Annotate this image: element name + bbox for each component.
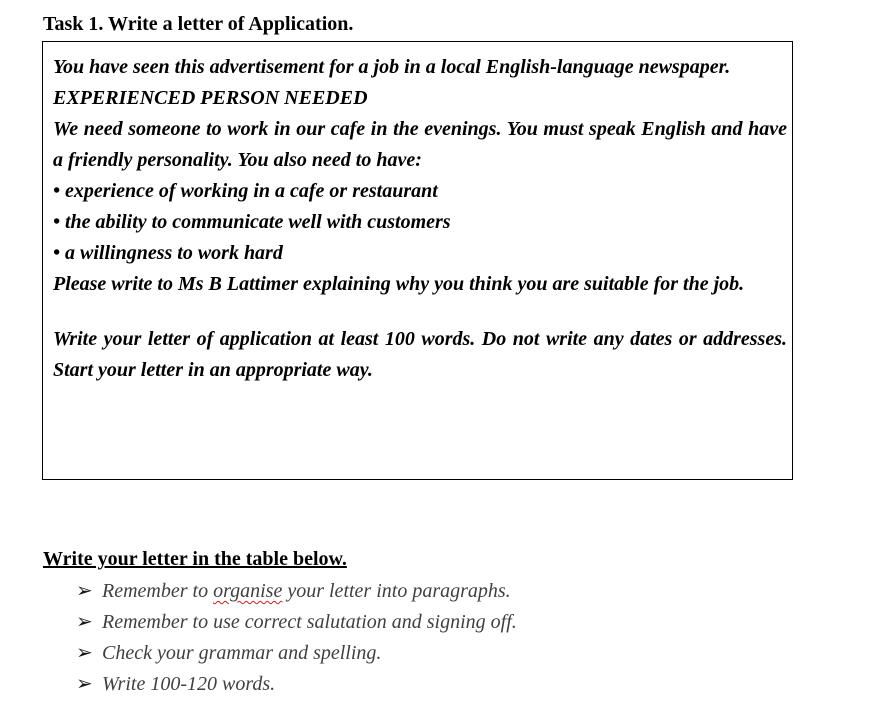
advert-headline: EXPERIENCED PERSON NEEDED [53,87,368,109]
reminder-list [76,576,517,700]
reminder-item [76,669,517,700]
prompt-request: Please write to Ms B Lattimer explaining why you think you are suitable for the job. [53,273,745,295]
paragraph-gap [53,300,787,324]
reminder-text: Remember to use correct salutation and signing off. [102,611,517,633]
reminder-item [76,607,517,638]
arrow-bullet-icon: ➢ [76,673,93,695]
write-letter-heading: Write your letter in the table below. [43,548,347,570]
prompt-intro: You have seen this advertisement for a job in a local English-language newspaper. [53,56,731,78]
requirement-item: • a willingness to work hard [53,242,283,264]
reminder-item [76,576,517,607]
prompt-instruction: Write your letter of application at least 100 words. Do not write any dates or addresses. Start your letter in an appropriate way. [53,328,787,381]
arrow-bullet-icon: ➢ [76,580,93,602]
advert-body: We need someone to work in our cafe in the evenings. You must speak English and have a friendly personality. You also need to have: [53,118,787,171]
task-title: Task 1. Write a letter of Application. [43,13,354,35]
arrow-bullet-icon: ➢ [76,642,93,664]
advertisement-prompt-box [42,41,793,480]
requirement-item: • experience of working in a cafe or restaurant [53,180,438,202]
spellcheck-flagged-word: organise [213,580,283,602]
reminder-text: Remember to [102,580,214,602]
reminder-text: your letter into paragraphs. [282,580,511,602]
reminder-text: Write 100-120 words. [102,673,276,695]
reminder-item [76,638,517,669]
requirement-item: • the ability to communicate well with customers [53,211,451,233]
arrow-bullet-icon: ➢ [76,611,93,633]
prompt-content [53,52,787,386]
reminder-text: Check your grammar and spelling. [102,642,382,664]
